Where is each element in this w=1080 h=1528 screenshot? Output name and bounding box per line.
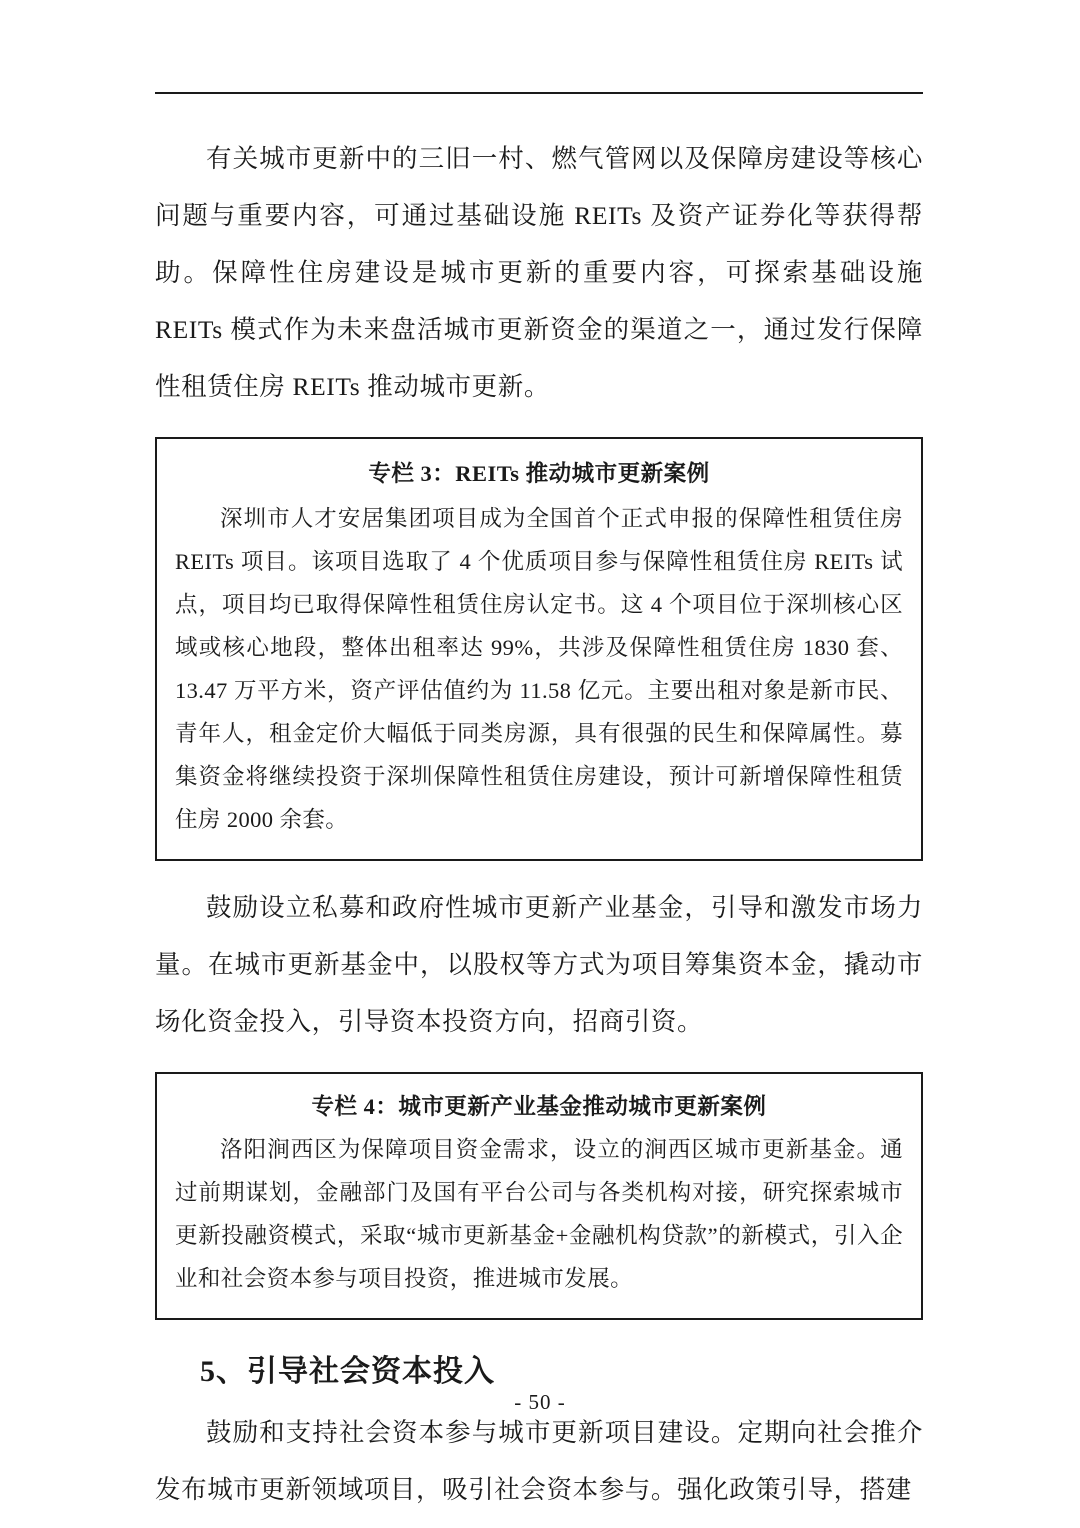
page-number: - 50 - — [514, 1390, 566, 1414]
page-content — [155, 92, 923, 1522]
section-heading-5: 5、引导社会资本投入 — [200, 1355, 495, 1388]
callout-box-3-body: 深圳市人才安居集团项目成为全国首个正式申报的保障性租赁住房 REITs 项目。该项目选取了 4 个优质项目参与保障性租赁住房 REITs 试点，项目均已取得保障性租赁住房认定书。这 4 个项目位于深圳核心区域或核心地段，整体出租率达 99%，共涉及保障性租赁住房 1830 套、13.47 万平方米，资产评估值约为 11.58 亿元。主要出租对象是新市民、青年人，租金定价大幅低于同类房源，具有很强的民生和保障属性。募集资金将继续投资于深圳保障性租赁住房建设，预计可新增保障性租赁住房 2000 余套。 — [175, 506, 903, 832]
callout-box-4-title: 专栏 4：城市更新产业基金推动城市更新案例 — [311, 1094, 767, 1119]
paragraph-social-capital: 鼓励和支持社会资本参与城市更新项目建设。定期向社会推介发布城市更新领域项目，吸引社会资本参与。强化政策引导，搭建 — [155, 1418, 923, 1504]
paragraph-funds: 鼓励设立私募和政府性城市更新产业基金，引导和激发市场力量。在城市更新基金中，以股权等方式为项目筹集资本金，撬动市场化资金投入，引导资本投资方向，招商引资。 — [155, 893, 923, 1036]
callout-box-4-body: 洛阳涧西区为保障项目资金需求，设立的涧西区城市更新基金。通过前期谋划，金融部门及国有平台公司与各类机构对接，研究探索城市更新投融资模式，采取“城市更新基金+金融机构贷款”的新模式，引入企业和社会资本参与项目投资，推进城市发展。 — [175, 1137, 903, 1291]
callout-box-3-title: 专栏 3：REITs 推动城市更新案例 — [368, 461, 710, 486]
paragraph-intro: 有关城市更新中的三旧一村、燃气管网以及保障房建设等核心问题与重要内容，可通过基础设施 REITs 及资产证券化等获得帮助。保障性住房建设是城市更新的重要内容，可探索基础设施 REITs 模式作为未来盘活城市更新资金的渠道之一，通过发行保障性租赁住房 REITs 推动城市更新。 — [155, 144, 923, 401]
callout-box-4 — [155, 1072, 923, 1320]
header-rule — [155, 92, 923, 94]
callout-box-3 — [155, 437, 923, 861]
